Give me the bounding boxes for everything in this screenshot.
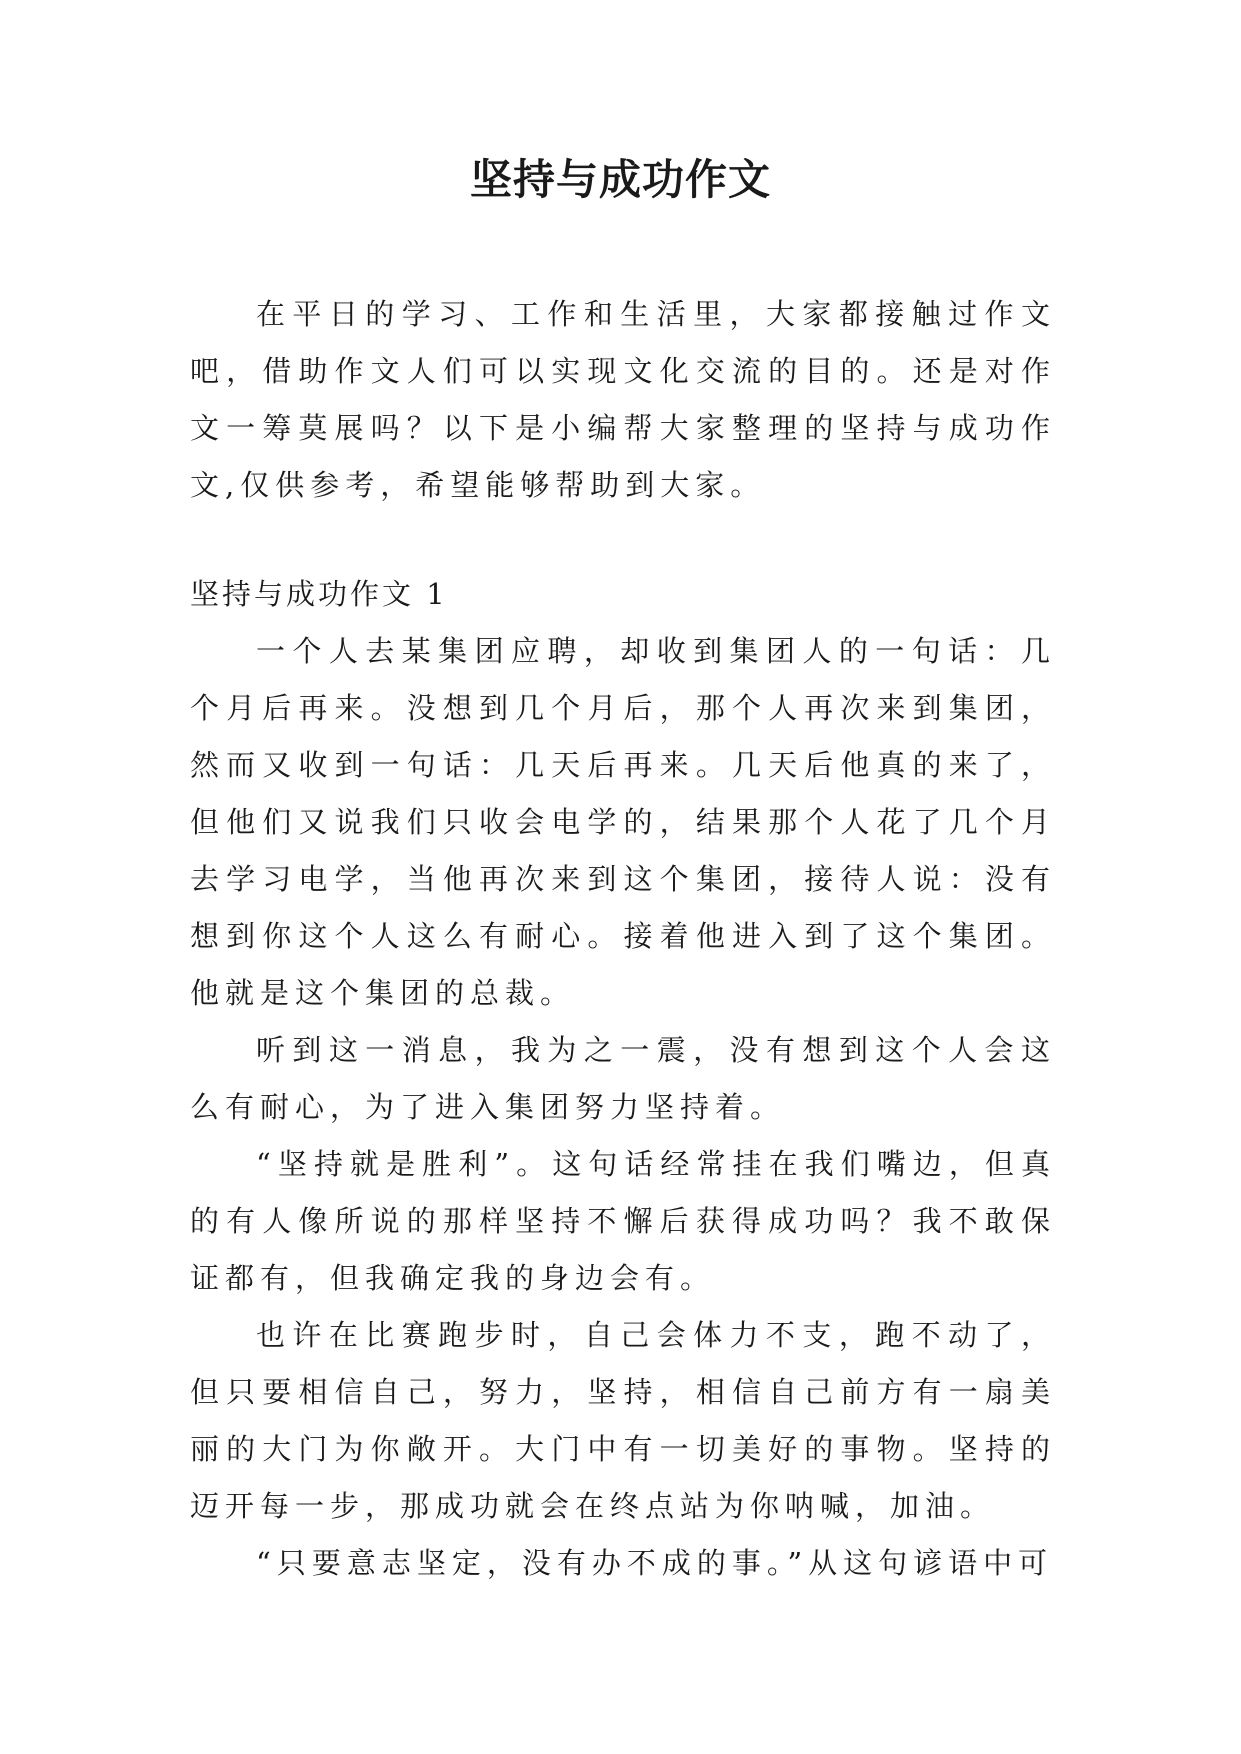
intro-paragraph: 在平日的学习、工作和生活里，大家都接触过作文吧，借助作文人们可以实现文化交流的目的。还是对作文一筹莫展吗？以下是小编帮大家整理的坚持与成功作文,仅供参考，希望能够帮助到大家。 [190, 297, 1056, 502]
body-paragraph: 一个人去某集团应聘，却收到集团人的一句话：几个月后再来。没想到几个月后，那个人再次来到集团，然而又收到一句话：几天后再来。几天后他真的来了，但他们又说我们只收会电学的，结果那个人花了几个月去学习电学，当他再次来到这个集团，接待人说：没有想到你这个人这么有耐心。接着他进入到了这个集团。他就是这个集团的总裁。 [190, 634, 1056, 1010]
body-paragraph: “坚持就是胜利”。这句话经常挂在我们嘴边，但真的有人像所说的那样坚持不懈后获得成功吗？我不敢保证都有，但我确定我的身边会有。 [190, 1147, 1056, 1295]
body-paragraph: “只要意志坚定，没有办不成的事。”从这句谚语中可 [256, 1546, 1054, 1580]
body-paragraph: 听到这一消息，我为之一震，没有想到这个人会这么有耐心，为了进入集团努力坚持着。 [190, 1033, 1056, 1124]
body-paragraph: 也许在比赛跑步时，自己会体力不支，跑不动了，但只要相信自己，努力，坚持，相信自己前方有一扇美丽的大门为你敞开。大门中有一切美好的事物。坚持的迈开每一步，那成功就会在终点站为你呐喊，加油。 [190, 1318, 1056, 1523]
section-heading: 坚持与成功作文 1 [190, 577, 448, 611]
document-title: 坚持与成功作文 [469, 155, 771, 204]
document-body [190, 286, 1056, 1592]
